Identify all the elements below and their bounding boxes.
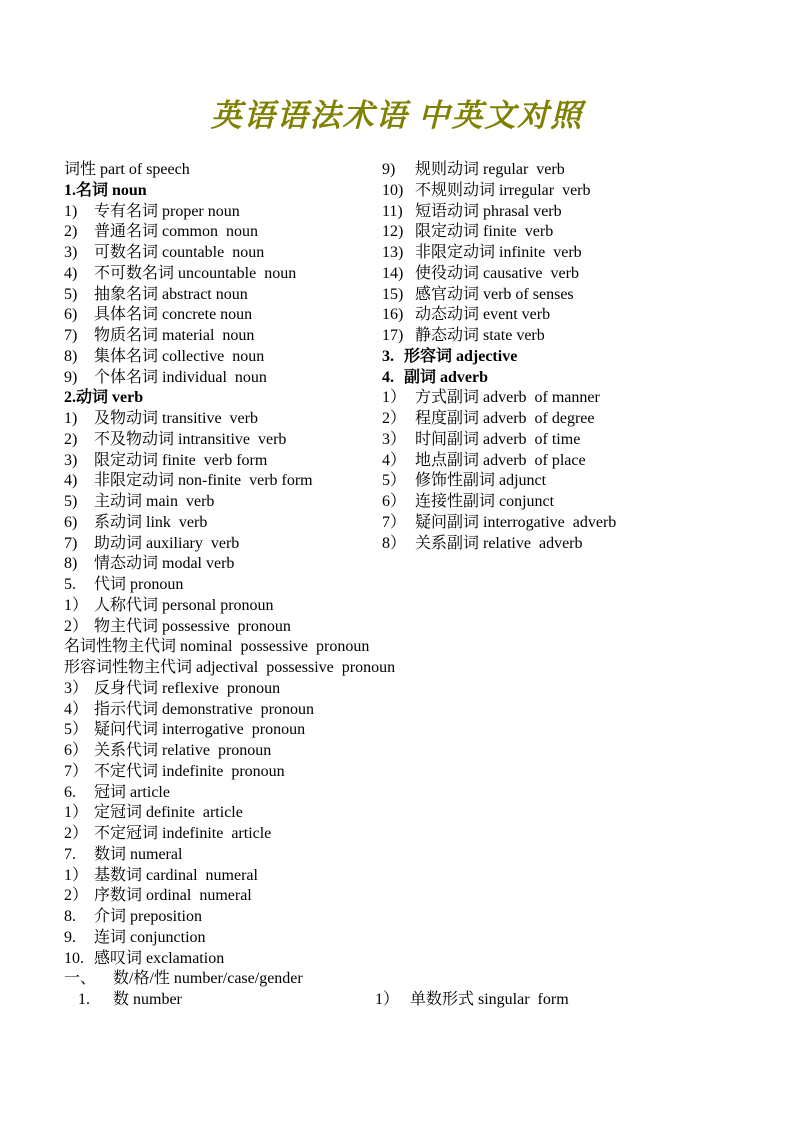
term-row bbox=[64, 222, 398, 243]
term-number: 9) bbox=[382, 161, 396, 178]
term-number: 3) bbox=[64, 244, 78, 261]
term-text: 名词性物主代词 nominal possessive pronoun bbox=[64, 638, 370, 656]
term-text: 系动词 link verb bbox=[94, 513, 208, 531]
term-row bbox=[382, 409, 746, 430]
term-text: 不定代词 indefinite pronoun bbox=[94, 762, 285, 780]
document-title: 英语语法术语 中英文对照 bbox=[210, 98, 584, 133]
term-row bbox=[64, 803, 398, 824]
term-row bbox=[382, 243, 746, 264]
term-number: 4） bbox=[64, 700, 89, 718]
term-text: 数词 numeral bbox=[94, 845, 183, 863]
term-text: 关系代词 relative pronoun bbox=[94, 742, 272, 759]
term-text: 连词 conjunction bbox=[94, 928, 206, 946]
term-row bbox=[64, 243, 398, 264]
term-row bbox=[382, 305, 746, 326]
term-row bbox=[64, 326, 398, 347]
term-number: 2) bbox=[64, 430, 78, 448]
term-number: 5) bbox=[64, 493, 78, 510]
term-text: 非限定动词 infinite verb bbox=[415, 244, 582, 261]
term-row bbox=[64, 264, 398, 285]
term-row bbox=[375, 990, 695, 1011]
terms-column-right bbox=[382, 160, 746, 554]
term-number: 6） bbox=[64, 742, 89, 759]
term-text: 抽象名词 abstract noun bbox=[94, 285, 248, 303]
term-row bbox=[382, 326, 746, 347]
term-row bbox=[64, 305, 398, 326]
term-number: 6) bbox=[64, 306, 78, 324]
term-text: 限定动词 finite verb form bbox=[94, 451, 268, 469]
term-row bbox=[64, 700, 398, 721]
term-text: 不规则动词 irregular verb bbox=[415, 181, 591, 199]
term-text: 普通名词 common noun bbox=[94, 223, 258, 241]
term-row bbox=[382, 534, 746, 555]
term-text: 形容词 adjective bbox=[404, 347, 518, 365]
term-text: 非限定动词 non-finite verb form bbox=[94, 472, 313, 490]
term-number: 15) bbox=[382, 285, 404, 303]
term-text: 个体名词 individual noun bbox=[94, 368, 267, 386]
term-row bbox=[64, 160, 398, 181]
term-number: 3) bbox=[64, 451, 78, 469]
term-number: 10) bbox=[382, 181, 404, 199]
term-text: 冠词 article bbox=[94, 783, 170, 801]
term-row bbox=[64, 969, 398, 990]
term-row bbox=[64, 451, 398, 472]
term-number: 2） bbox=[382, 410, 407, 427]
term-text: 基数词 cardinal numeral bbox=[94, 866, 258, 884]
term-number: 2) bbox=[64, 223, 78, 241]
term-row bbox=[64, 202, 398, 223]
term-number: 2） bbox=[64, 887, 89, 905]
term-row bbox=[64, 430, 398, 451]
term-number: 7） bbox=[382, 513, 407, 531]
term-number: 一、 bbox=[64, 970, 97, 988]
term-text: 疑问代词 interrogative pronoun bbox=[94, 721, 306, 739]
term-row bbox=[382, 513, 746, 534]
term-number: 4） bbox=[382, 451, 407, 469]
term-number: 6） bbox=[382, 493, 407, 510]
term-row bbox=[64, 388, 398, 409]
term-row bbox=[382, 264, 746, 285]
term-row bbox=[382, 451, 746, 472]
term-text: 可数名词 countable noun bbox=[94, 244, 265, 261]
term-number: 16) bbox=[382, 306, 404, 324]
term-row bbox=[64, 824, 398, 845]
term-text: 关系副词 relative adverb bbox=[415, 534, 583, 552]
term-text: 不可数名词 uncountable noun bbox=[94, 264, 297, 282]
term-text: 不定冠词 indefinite article bbox=[94, 825, 272, 842]
term-row bbox=[382, 471, 746, 492]
term-text: 副词 adverb bbox=[404, 368, 489, 386]
term-text: 具体名词 concrete noun bbox=[94, 306, 253, 324]
term-row bbox=[382, 430, 746, 451]
term-row bbox=[64, 762, 398, 783]
term-number: 5. bbox=[64, 576, 76, 593]
term-number: 7. bbox=[64, 845, 76, 863]
term-text: 规则动词 regular verb bbox=[415, 161, 565, 178]
term-number: 1） bbox=[375, 991, 400, 1008]
term-number: 4) bbox=[64, 472, 78, 490]
term-number: 7) bbox=[64, 327, 78, 344]
term-number: 8) bbox=[64, 347, 78, 365]
term-text: 指示代词 demonstrative pronoun bbox=[94, 700, 314, 718]
term-number: 8. bbox=[64, 908, 76, 925]
term-number: 3） bbox=[382, 430, 407, 448]
term-number: 7) bbox=[64, 534, 78, 552]
terms-column-left bbox=[64, 160, 398, 1011]
term-text: 疑问副词 interrogative adverb bbox=[415, 513, 617, 531]
term-text: 2.动词 verb bbox=[64, 389, 144, 407]
term-text: 序数词 ordinal numeral bbox=[94, 887, 252, 905]
term-number: 6. bbox=[64, 783, 76, 801]
term-row bbox=[64, 596, 398, 617]
term-text: 定冠词 definite article bbox=[94, 804, 243, 822]
term-text: 人称代词 personal pronoun bbox=[94, 596, 274, 614]
term-number: 1. bbox=[78, 991, 90, 1008]
term-row bbox=[382, 285, 746, 306]
term-number: 1) bbox=[64, 410, 78, 427]
term-text: 助动词 auxiliary verb bbox=[94, 534, 240, 552]
term-row bbox=[382, 181, 746, 202]
term-text: 不及物动词 intransitive verb bbox=[94, 430, 287, 448]
term-number: 14) bbox=[382, 264, 404, 282]
term-row bbox=[64, 949, 398, 970]
term-row bbox=[64, 658, 398, 679]
term-text: 单数形式 singular form bbox=[410, 991, 569, 1008]
term-text: 使役动词 causative verb bbox=[415, 264, 579, 282]
term-number: 17) bbox=[382, 327, 404, 344]
term-number: 9. bbox=[64, 928, 76, 946]
term-text: 静态动词 state verb bbox=[415, 327, 545, 344]
term-text: 介词 preposition bbox=[94, 908, 202, 925]
term-row bbox=[382, 492, 746, 513]
term-number: 11) bbox=[382, 202, 403, 220]
term-number: 1） bbox=[64, 866, 89, 884]
term-row bbox=[64, 554, 398, 575]
term-number: 9) bbox=[64, 368, 78, 386]
term-row bbox=[64, 492, 398, 513]
term-number: 3） bbox=[64, 679, 89, 697]
term-row bbox=[64, 181, 398, 202]
term-text: 限定动词 finite verb bbox=[415, 223, 554, 241]
term-row bbox=[64, 928, 398, 949]
term-row bbox=[382, 388, 746, 409]
term-text: 反身代词 reflexive pronoun bbox=[94, 679, 281, 697]
term-row bbox=[64, 347, 398, 368]
term-text: 程度副词 adverb of degree bbox=[415, 410, 595, 427]
term-number: 7） bbox=[64, 762, 89, 780]
term-row bbox=[382, 347, 746, 368]
term-row bbox=[64, 513, 398, 534]
term-text: 物质名词 material noun bbox=[94, 327, 255, 344]
term-number: 8） bbox=[382, 534, 407, 552]
term-number: 2） bbox=[64, 825, 89, 842]
term-text: 方式副词 adverb of manner bbox=[415, 389, 600, 407]
term-text: 地点副词 adverb of place bbox=[415, 451, 586, 469]
term-row bbox=[64, 720, 398, 741]
term-number: 1） bbox=[64, 596, 89, 614]
term-row bbox=[64, 783, 398, 804]
term-row bbox=[64, 845, 398, 866]
term-number: 12) bbox=[382, 223, 404, 241]
term-text: 集体名词 collective noun bbox=[94, 347, 265, 365]
term-text: 连接性副词 conjunct bbox=[415, 493, 555, 510]
term-row bbox=[382, 222, 746, 243]
term-text: 修饰性副词 adjunct bbox=[415, 472, 547, 490]
term-number: 10. bbox=[64, 949, 84, 967]
term-number: 4) bbox=[64, 264, 78, 282]
term-row bbox=[64, 409, 398, 430]
term-text: 感叹词 exclamation bbox=[94, 949, 225, 967]
term-row bbox=[64, 534, 398, 555]
term-row bbox=[64, 637, 398, 658]
term-text: 情态动词 modal verb bbox=[94, 555, 235, 573]
term-text: 感官动词 verb of senses bbox=[415, 285, 574, 303]
term-number: 2） bbox=[64, 617, 89, 635]
terms-bottom-right bbox=[375, 990, 695, 1011]
term-text: 数 number bbox=[113, 991, 182, 1008]
term-row bbox=[382, 160, 746, 181]
term-number: 3. bbox=[382, 347, 394, 365]
term-text: 及物动词 transitive verb bbox=[94, 410, 258, 427]
term-row bbox=[64, 990, 398, 1011]
term-text: 专有名词 proper noun bbox=[94, 202, 240, 220]
term-number: 5） bbox=[382, 472, 407, 490]
term-row bbox=[64, 471, 398, 492]
term-number: 8) bbox=[64, 555, 78, 573]
term-number: 1） bbox=[382, 389, 407, 407]
term-row bbox=[64, 368, 398, 389]
term-row bbox=[64, 741, 398, 762]
term-number: 5) bbox=[64, 285, 78, 303]
term-number: 6) bbox=[64, 513, 78, 531]
term-text: 主动词 main verb bbox=[94, 493, 215, 510]
term-text: 词性 part of speech bbox=[64, 161, 190, 178]
term-number: 1) bbox=[64, 202, 78, 220]
term-number: 4. bbox=[382, 368, 394, 386]
term-text: 1.名词 noun bbox=[64, 181, 147, 199]
term-row bbox=[64, 285, 398, 306]
term-text: 短语动词 phrasal verb bbox=[415, 202, 562, 220]
term-row bbox=[382, 202, 746, 223]
term-text: 物主代词 possessive pronoun bbox=[94, 617, 291, 635]
term-text: 时间副词 adverb of time bbox=[415, 430, 581, 448]
term-text: 数/格/性 number/case/gender bbox=[113, 970, 303, 988]
term-row bbox=[64, 866, 398, 887]
term-row bbox=[382, 368, 746, 389]
term-text: 形容词性物主代词 adjectival possessive pronoun bbox=[64, 659, 396, 676]
term-row bbox=[64, 617, 398, 638]
term-row bbox=[64, 907, 398, 928]
term-text: 代词 pronoun bbox=[94, 576, 184, 593]
term-row bbox=[64, 575, 398, 596]
term-number: 5） bbox=[64, 721, 89, 739]
term-row bbox=[64, 679, 398, 700]
term-number: 13) bbox=[382, 244, 404, 261]
term-number: 1） bbox=[64, 804, 89, 822]
term-text: 动态动词 event verb bbox=[415, 306, 551, 324]
term-row bbox=[64, 886, 398, 907]
